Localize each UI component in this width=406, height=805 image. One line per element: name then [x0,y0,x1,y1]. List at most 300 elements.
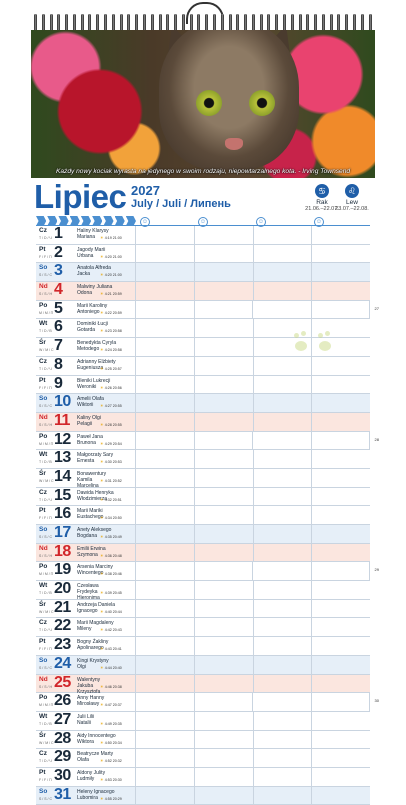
note-cell[interactable] [136,600,195,618]
note-cell[interactable] [312,544,370,562]
day-number: 6 [54,318,63,336]
week-number: 27 [374,305,379,311]
note-cell[interactable] [136,787,195,805]
name-days: Jagody Marii Urbana [77,246,106,259]
day-number: 21 [54,598,71,616]
weekday-alt-label: S / S / С [39,404,53,409]
name-days: Andrzeja Daniela Ignacego [77,601,116,614]
note-cell[interactable] [136,319,195,337]
weekday-label: Pt [39,638,46,646]
note-cell[interactable] [254,450,313,468]
day-row [36,430,379,451]
name-days: Aldony Julity Ludmiły [77,769,106,782]
sun-times: ☀ 4:55 20:29 [100,796,122,801]
weekday-alt-label: T / D / Ч [39,759,52,764]
weekday-label: Wt [39,712,48,720]
note-cell[interactable] [312,618,370,636]
note-cell[interactable] [195,282,254,300]
weekday-label: Śr [39,339,46,347]
day-number: 17 [54,524,71,541]
sun-times: ☀ 4:24 20:58 [100,347,122,352]
note-cell[interactable] [312,488,370,506]
note-cell[interactable] [254,749,313,767]
day-cell [36,712,136,730]
note-cell[interactable] [195,226,254,244]
sun-times: ☀ 4:25 20:57 [100,366,122,371]
day-number: 11 [54,411,70,429]
note-cell[interactable] [312,787,370,805]
weekday-label: Po [39,563,48,571]
weekday-alt-label: T / D / Ч [39,236,52,240]
day-row [36,394,370,413]
note-cell[interactable] [254,413,313,431]
day-cell [36,506,136,524]
name-days: Bogny Żakliny Apolinarego [77,639,109,652]
note-cell[interactable] [136,338,195,356]
note-cell[interactable] [312,413,370,431]
cat-photo [31,30,375,178]
note-cell[interactable] [136,768,195,786]
note-cell[interactable] [136,749,195,767]
name-days: Marii Mariki Eustachego [77,508,104,521]
day-cell [36,226,136,244]
note-cell[interactable] [312,376,370,394]
day-cell [36,263,136,281]
note-cell[interactable] [312,600,370,618]
note-cell[interactable] [312,450,370,468]
note-cell[interactable] [136,506,195,524]
weekday-label: Śr [39,731,46,739]
note-cell[interactable] [312,282,370,300]
note-cell[interactable] [195,749,254,767]
day-cell [36,637,136,655]
note-cell[interactable] [254,394,313,412]
note-cell[interactable] [136,432,195,450]
note-cell[interactable] [254,581,313,599]
day-cell [36,562,136,580]
note-cell[interactable] [195,245,254,263]
day-row [36,525,370,544]
day-row [36,656,370,675]
name-days: Julii Lilii Natalii [77,713,95,726]
day-cell [36,544,136,562]
name-days: Heleny Ignacego Lubomira [77,788,115,801]
cat-eye-left [196,90,222,116]
weekday-label: So [39,395,48,403]
sun-times: ☀ 4:49 20:35 [100,721,122,726]
month-year: 2027 [131,183,160,198]
note-cell[interactable] [312,263,370,281]
day-cell [36,656,136,674]
name-days: Małgorzaty Sary Ernesta [77,452,114,465]
weekday-alt-label: F / F / П [39,516,52,521]
note-cell[interactable] [136,656,195,674]
calendar-grid [36,216,379,805]
note-cell[interactable] [253,693,312,711]
weekday-label: Pt [39,376,46,384]
note-cell[interactable] [195,787,254,805]
day-row [36,506,370,525]
day-number: 13 [54,449,71,467]
name-days: Beatrycze Marty Olafa [77,751,114,764]
weekday-label: Po [39,432,48,440]
weekday-label: Cz [39,357,47,365]
note-cell[interactable] [136,450,195,468]
day-cell [36,768,136,786]
weekday-label: Nd [39,413,48,421]
day-cell [36,450,136,468]
note-cell[interactable] [195,637,254,655]
note-cell[interactable] [254,488,313,506]
sun-times: ☀ 4:44 20:40 [100,665,122,670]
note-cell[interactable] [195,394,254,412]
note-cell[interactable] [195,450,254,468]
note-cell[interactable] [136,357,195,375]
note-cell[interactable] [312,656,370,674]
day-cell [36,600,136,618]
weekday-alt-label: T / D / В [39,591,52,596]
note-cell[interactable] [254,768,313,786]
day-row [36,357,370,376]
weekday-alt-label: M / M / П [39,572,54,577]
day-row [36,692,379,712]
day-cell [36,749,136,767]
sun-times: ☀ 4:47 20:37 [100,702,122,707]
note-cell[interactable] [312,525,370,543]
weekday-alt-label: S / S / Н [39,292,53,297]
note-cell[interactable] [254,469,313,487]
smile-icon: ☺ [199,219,207,225]
month-name: Lipiec [34,178,127,215]
sun-times: ☀ 4:35 20:49 [100,534,122,539]
note-cell[interactable] [136,282,195,300]
zodiac-dates: 21.06.–22.07. [305,206,339,212]
note-cell[interactable] [136,226,195,244]
weekday-label: Śr [39,469,46,477]
weekday-label: So [39,264,48,272]
note-cell[interactable] [254,525,313,543]
note-cell[interactable] [195,376,254,394]
day-row [36,600,370,619]
sun-times: ☀ 4:32 20:51 [100,497,122,502]
day-cell [36,675,136,693]
sun-times: ☀ 4:46 20:38 [100,684,122,689]
note-cell[interactable] [254,618,313,636]
sun-times: ☀ 4:29 20:54 [100,441,122,446]
note-cell[interactable] [136,245,195,263]
note-cell[interactable] [195,357,254,375]
note-cell[interactable] [312,432,371,450]
note-cell[interactable] [312,226,370,244]
note-cell[interactable] [312,693,371,711]
name-days: Anny Hanny Mirosławy [77,695,105,708]
name-days: Benedykta Cyryla Metodego [77,340,117,353]
note-cell[interactable] [254,263,313,281]
sun-times: ☀ 4:26 20:56 [100,385,122,390]
day-number: 30 [54,766,71,784]
day-rows [36,225,379,805]
note-cell[interactable] [253,562,312,580]
sun-times: ☀ 4:39 20:45 [100,590,122,595]
sun-times: ☀ 4:38 20:46 [100,571,122,576]
weekday-label: Śr [39,600,46,608]
day-row [36,413,370,432]
weekday-label: Cz [39,227,47,234]
note-cell[interactable] [136,712,195,730]
note-cell[interactable] [136,637,195,655]
day-row [36,376,370,395]
day-cell [36,376,136,394]
name-days: Haliny Klarysy Mariana [77,228,109,240]
weekday-alt-label: F / F / П [39,647,52,652]
weekday-label: Po [39,301,48,309]
name-days: Dominiki Łucji Gotarda [77,321,108,334]
weekday-label: So [39,656,48,664]
smile-icon: ☺ [315,219,323,225]
note-cell[interactable] [254,544,313,562]
day-row [36,469,370,488]
weekday-alt-label: W / M / С [39,478,54,483]
weekday-label: So [39,787,48,795]
day-number: 4 [54,281,63,299]
note-cell[interactable] [195,656,254,674]
note-cell[interactable] [312,581,370,599]
sun-times: ☀ 4:22 20:59 [100,310,122,315]
note-cell[interactable] [195,263,254,281]
day-row [36,618,370,637]
day-number: 16 [54,505,71,523]
weekday-alt-label: M / M / П [39,441,54,446]
month-alt-names: July / Juli / Липень [131,198,231,210]
day-number: 24 [54,654,71,672]
sun-times: ☀ 4:43 20:41 [100,646,122,651]
note-cell[interactable] [312,245,370,263]
note-cell[interactable] [195,600,254,618]
weekday-alt-label: S / S / Н [39,684,53,689]
weekday-alt-label: W / M / С [39,740,54,745]
note-cell[interactable] [254,637,313,655]
note-cell[interactable] [254,226,313,244]
note-cell[interactable] [312,301,371,319]
note-cell[interactable] [254,245,313,263]
sun-times: ☀ 4:40 20:44 [100,609,122,614]
note-cell[interactable] [195,544,254,562]
sun-times: ☀ 4:19 21:00 [100,235,122,240]
day-row [36,675,370,694]
note-cell[interactable] [136,376,195,394]
name-days: Emilii Erwina Szymona [77,545,106,558]
note-cell[interactable] [312,357,370,375]
name-days: Bonawentury Kamila Marcelina [77,470,107,489]
name-days: Marii Magdaleny Mileny [77,620,114,633]
paw-prints-icon [293,329,337,359]
day-row [36,263,370,282]
note-cell[interactable] [253,432,312,450]
name-days: Kingi Krystyny Olgi [77,657,109,670]
day-cell [36,525,136,543]
note-cell[interactable] [254,376,313,394]
day-cell [36,301,136,319]
weekday-alt-label: F / F / П [39,777,52,782]
day-cell [36,319,136,337]
note-cell[interactable] [312,712,370,730]
day-number: 19 [54,561,71,579]
day-cell [36,787,136,805]
day-cell [36,394,136,412]
note-cell[interactable] [312,749,370,767]
grid-header [36,216,370,226]
name-days: Adrianny Elżbiety Eugeniusza [77,358,116,371]
note-cell[interactable] [136,488,195,506]
day-cell [36,488,136,506]
note-cell[interactable] [254,656,313,674]
name-days: Czesława Frydeyka Hieronima [77,583,100,602]
day-row [36,226,370,245]
weekday-label: Pt [39,768,46,776]
note-cell[interactable] [195,506,254,524]
note-cell[interactable] [195,675,254,693]
day-cell [36,580,136,602]
name-days: Marii Karoliny Antoniego [77,302,108,315]
note-cell[interactable] [195,712,254,730]
day-cell [36,693,136,711]
day-number: 22 [54,617,71,635]
note-cell[interactable] [136,525,195,543]
note-cell[interactable] [195,581,254,599]
weekday-alt-label: T / D / В [39,460,52,465]
weekday-label: So [39,526,48,533]
note-cell[interactable] [254,712,313,730]
name-days: Amelii Olafa Wiktorii [77,396,104,409]
day-number: 18 [54,542,71,560]
note-cell[interactable] [312,506,370,524]
weekday-label: Wt [39,582,48,590]
name-days: Arsenia Marciny Wincentego [77,564,113,577]
note-cell[interactable] [136,301,195,319]
note-cell[interactable] [312,562,371,580]
weekday-alt-label: S / S / С [39,273,53,278]
note-cell[interactable] [254,600,313,618]
note-cell[interactable] [312,731,370,749]
weekday-label: Cz [39,488,47,496]
day-number: 3 [54,262,63,280]
note-cell[interactable] [254,731,313,749]
note-cell[interactable] [136,263,195,281]
name-days: Paweł Jana Brunona [77,433,103,446]
day-row [36,561,379,581]
note-cell[interactable] [195,525,254,543]
note-cell[interactable] [136,544,195,562]
note-cell[interactable] [195,319,254,337]
day-number: 5 [54,299,63,317]
note-cell[interactable] [254,506,313,524]
note-cell[interactable] [254,282,313,300]
note-cell[interactable] [254,787,313,805]
day-cell [36,338,136,356]
note-cell[interactable] [136,618,195,636]
note-cell[interactable] [195,618,254,636]
day-row [36,299,379,320]
sun-times: ☀ 4:50 20:34 [100,740,122,745]
note-cell[interactable] [136,731,195,749]
day-row [36,787,370,805]
note-cell[interactable] [254,357,313,375]
note-cell[interactable] [195,693,254,711]
week-number: 30 [374,698,379,704]
note-cell[interactable] [136,693,195,711]
name-days: Kaliny Olgi Pelagii [77,414,101,427]
note-cell[interactable] [312,469,370,487]
sun-times: ☀ 4:30 20:53 [100,459,122,464]
sun-times: ☀ 4:53 20:30 [100,777,122,782]
day-number: 28 [54,729,71,747]
smile-icon: ☺ [257,219,265,225]
note-cell[interactable] [195,768,254,786]
note-cell[interactable] [136,413,195,431]
note-cell[interactable] [195,488,254,506]
note-cell[interactable] [195,338,254,356]
name-days: Dawida Henryka Włodzimierza [77,489,114,502]
day-cell [36,469,136,487]
weekday-label: Pt [39,245,46,253]
note-cell[interactable] [253,301,312,319]
name-days: Bleniki Lukrecji Weroniki [77,377,111,390]
sun-times: ☀ 4:42 20:43 [100,627,122,632]
weekday-alt-label: M / M / П [39,310,54,315]
zodiac-name: Lew [346,199,358,206]
note-cell[interactable] [195,562,254,580]
note-cell[interactable] [312,768,370,786]
day-number: 25 [54,673,71,691]
sun-times: ☀ 4:52 20:32 [100,758,122,763]
note-cell[interactable] [136,394,195,412]
day-number: 14 [54,467,71,485]
note-cell[interactable] [312,675,370,693]
weekday-label: Nd [39,544,48,552]
weekday-label: Wt [39,451,48,459]
day-cell [36,282,136,300]
note-cell[interactable] [195,469,254,487]
day-number: 27 [54,710,71,728]
note-cell[interactable] [195,432,254,450]
note-cell[interactable] [136,581,195,599]
note-cell[interactable] [136,675,195,693]
note-cell[interactable] [136,469,195,487]
weekday-alt-label: F / F / П [39,254,52,259]
weekday-alt-label: M / M / П [39,703,54,708]
note-cell[interactable] [312,394,370,412]
day-cell [36,245,136,263]
day-number: 12 [54,430,71,448]
weekday-alt-label: S / S / С [39,665,53,670]
note-cell[interactable] [136,562,195,580]
day-row [36,768,370,787]
day-row [36,245,370,264]
note-cell[interactable] [195,413,254,431]
note-cell[interactable] [254,675,313,693]
sun-times: ☀ 4:20 21:00 [100,272,122,277]
day-row [36,749,370,768]
note-cell[interactable] [195,301,254,319]
weekday-alt-label: T / D / Ч [39,497,52,502]
day-row [36,282,370,301]
cat-eye-right [249,90,275,116]
day-cell [36,618,136,636]
weekday-alt-label: T / D / В [39,721,52,726]
weekday-label: Pt [39,507,46,515]
note-cell[interactable] [312,637,370,655]
note-cell[interactable] [195,731,254,749]
